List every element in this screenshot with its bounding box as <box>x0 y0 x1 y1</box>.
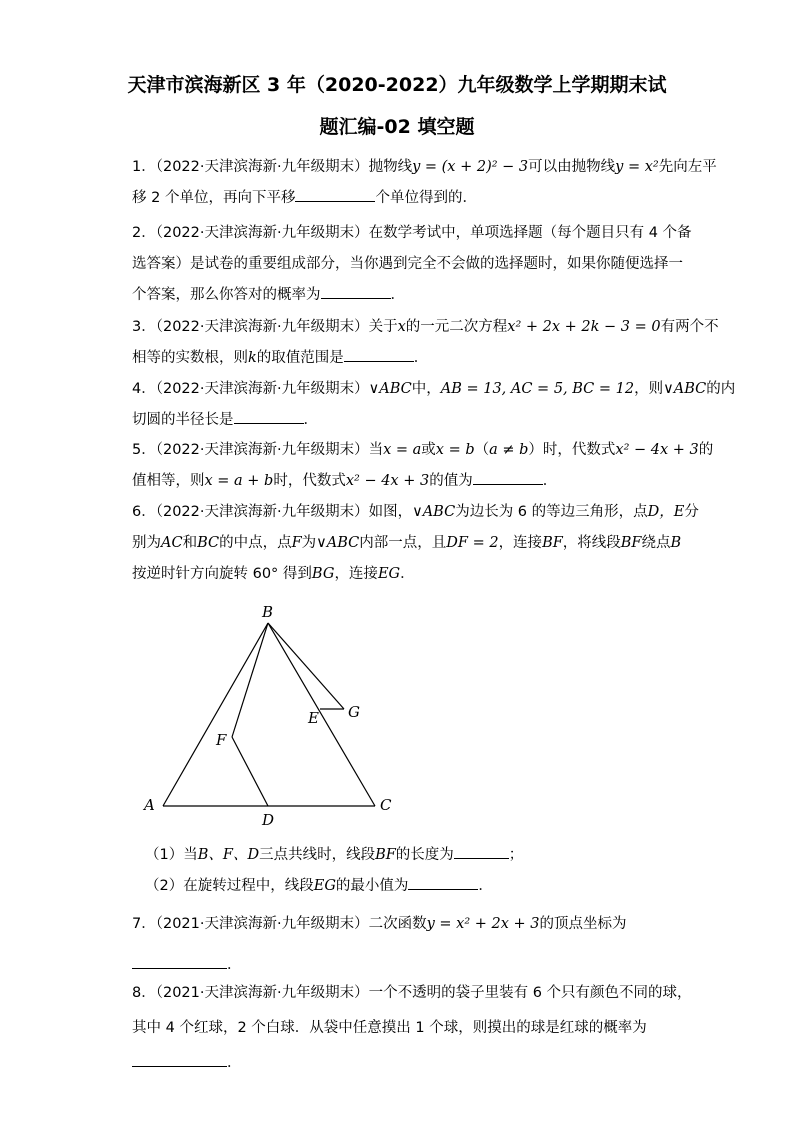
label-A: A <box>144 796 155 814</box>
answer-blank[interactable] <box>132 1052 227 1067</box>
q4-text: 切圆的半径长是 <box>132 412 234 428</box>
segment-BF <box>232 623 268 737</box>
q1-formula-2: y = x² <box>615 159 659 175</box>
q6-formula: B <box>670 535 682 551</box>
q2-text: ． <box>390 287 405 303</box>
q8-line-1: 8．（2021·天津滨海新·九年级期末）一个不透明的袋子里装有 6 个只有颜色不同的球， <box>132 985 692 1001</box>
q6-text: 别为 <box>132 535 161 551</box>
q6-formula: BF <box>620 535 642 551</box>
document-title-line1: 天津市滨海新区 3 年（2020-2022）九年级数学上学期期末试 <box>127 74 667 96</box>
label-G: G <box>348 703 360 721</box>
q6-text: 三点共线时，线段 <box>259 847 376 863</box>
q7-text: ． <box>227 957 242 973</box>
segment-BG <box>268 623 344 709</box>
q8-line-2: 其中 4 个红球，2 个白球．从袋中任意摸出 1 个球，则摸出的球是红球的概率为 <box>132 1020 647 1036</box>
q6-text: 按逆时针方向旋转 60° 得到 <box>132 566 312 582</box>
q5-formula-1: x = a <box>383 442 422 458</box>
q6-text: ，将线段 <box>562 535 621 551</box>
q2-text: 个答案，那么你答对的概率为 <box>132 287 321 303</box>
q6-formula: EG <box>377 566 401 582</box>
q4-formula-2: AB = 13, AC = 5, BC = 12 <box>440 381 635 397</box>
q4-text: 4．（2022·天津滨海新·九年级期末） <box>132 381 369 397</box>
q6-text: 分 <box>684 504 699 520</box>
q7-text: 的顶点坐标为 <box>539 916 627 932</box>
q6-formula: EG <box>313 878 336 894</box>
question-6-part-1 <box>145 840 523 871</box>
answer-blank[interactable] <box>454 844 509 859</box>
q6-text: ． <box>478 878 493 894</box>
q1-formula-1: y = (x + 2)² − 3 <box>412 159 529 175</box>
label-E: E <box>308 709 319 727</box>
q6-formula: AC <box>161 535 183 551</box>
q6-text: ． <box>400 566 415 582</box>
segment-FD <box>232 737 268 806</box>
q5-text: 5．（2022·天津滨海新·九年级期末）当 <box>132 442 384 458</box>
q1-text: 个单位得到的． <box>375 190 477 206</box>
q8-text: ． <box>227 1055 242 1071</box>
q6-text: 为 <box>301 535 317 551</box>
q4-text: 中， <box>411 381 441 397</box>
q4-text: 的内 <box>706 381 736 397</box>
q5-text: 时，代数式 <box>273 473 346 489</box>
q5-text: ）时，代数式 <box>528 442 616 458</box>
question-4 <box>132 374 736 436</box>
segment-AB <box>163 623 268 806</box>
q6-formula: BC <box>197 535 220 551</box>
q6-formula: ∨ABC <box>412 504 456 520</box>
q5-formula-6: x² − 4x + 3 <box>345 473 430 489</box>
q1-text: 可以由抛物线 <box>528 159 616 175</box>
q5-text: 的 <box>698 442 714 458</box>
q1-text: 移 2 个单位，再向下平移 <box>132 190 296 206</box>
q5-formula-3: a ≠ b <box>489 442 529 458</box>
q6-formula: BG <box>311 566 335 582</box>
q6-text: （1）当 <box>145 847 198 863</box>
question-8 <box>132 978 692 1079</box>
q2-line-2: 选答案）是试卷的重要组成部分，当你遇到完全不会做的选择题时，如果你随便选择一 <box>132 256 683 272</box>
question-1 <box>132 152 717 214</box>
question-5 <box>132 435 714 497</box>
answer-blank[interactable] <box>321 284 391 299</box>
q6-formula: B、F、D <box>197 847 260 863</box>
q6-text: 绕点 <box>641 535 671 551</box>
q3-text: 相等的实数根，则 <box>132 350 248 366</box>
q7-formula: y = x² + 2x + 3 <box>426 916 540 932</box>
q5-formula-4: x² − 4x + 3 <box>615 442 699 458</box>
q6-text: 6．（2022·天津滨海新·九年级期末）如图， <box>132 504 413 520</box>
q6-formula: BF <box>375 847 396 863</box>
q5-formula-2: x = b <box>435 442 475 458</box>
q6-text: 的中点，点 <box>219 535 292 551</box>
q6-text: 的最小值为 <box>335 878 409 894</box>
triangle-figure <box>130 595 410 830</box>
answer-blank[interactable] <box>344 347 414 362</box>
answer-blank[interactable] <box>234 409 304 424</box>
q5-text: 值相等，则 <box>132 473 205 489</box>
question-3 <box>132 312 719 374</box>
q6-text: ，连接 <box>498 535 543 551</box>
answer-blank[interactable] <box>473 470 543 485</box>
q5-text: 的值为 <box>429 473 473 489</box>
q6-text: （2）在旋转过程中，线段 <box>145 878 314 894</box>
q3-text: 的一元二次方程 <box>405 319 508 335</box>
q3-text: 有两个不 <box>660 319 719 335</box>
q5-formula-5: x = a + b <box>204 473 274 489</box>
q3-text: ． <box>413 350 429 366</box>
q4-text: ． <box>303 412 318 428</box>
q1-text: 1．（2022·天津滨海新·九年级期末）抛物线 <box>132 159 413 175</box>
answer-blank[interactable] <box>132 954 227 969</box>
q6-text: 和 <box>182 535 198 551</box>
q3-formula-3: k <box>248 350 257 366</box>
q3-formula-2: x² + 2x + 2k − 3 = 0 <box>507 319 661 335</box>
q6-text: ； <box>508 847 524 863</box>
q6-formula: D，E <box>647 504 685 520</box>
q3-text: 的取值范围是 <box>256 350 344 366</box>
q6-formula: BF <box>542 535 563 551</box>
label-B: B <box>262 603 274 621</box>
q4-formula-1: ∨ABC <box>368 381 412 397</box>
q3-formula-1: x <box>397 319 406 335</box>
q7-text: 7．（2021·天津滨海新·九年级期末）二次函数 <box>132 916 427 932</box>
q1-text: 先向左平 <box>658 159 717 175</box>
question-2 <box>132 218 692 311</box>
q6-text: 的长度为 <box>395 847 454 863</box>
question-6 <box>132 497 699 590</box>
question-7 <box>132 909 672 981</box>
q4-formula-3: ∨ABC <box>663 381 707 397</box>
q5-text: （ <box>474 442 490 458</box>
question-6-part-2 <box>145 871 493 902</box>
document-title-line2: 题汇编-02 填空题 <box>319 116 475 138</box>
q6-text: 内部一点，且 <box>359 535 447 551</box>
q6-formula: ∨ABC <box>316 535 360 551</box>
answer-blank[interactable] <box>295 187 375 202</box>
q4-text: ，则 <box>634 381 664 397</box>
q6-text: ，连接 <box>334 566 378 582</box>
q5-text: ． <box>542 473 558 489</box>
q5-text: 或 <box>421 442 436 458</box>
q6-text: 为边长为 6 的等边三角形，点 <box>455 504 648 520</box>
label-D: D <box>262 811 275 829</box>
q6-formula: F <box>291 535 302 551</box>
label-F: F <box>216 731 227 749</box>
q2-line-1: 2．（2022·天津滨海新·九年级期末）在数学考试中，单项选择题（每个题目只有 4 个备 <box>132 225 692 241</box>
label-C: C <box>380 796 392 814</box>
answer-blank[interactable] <box>408 875 478 890</box>
q6-formula: DF = 2 <box>446 535 499 551</box>
q3-text: 3．（2022·天津滨海新·九年级期末）关于 <box>132 319 398 335</box>
